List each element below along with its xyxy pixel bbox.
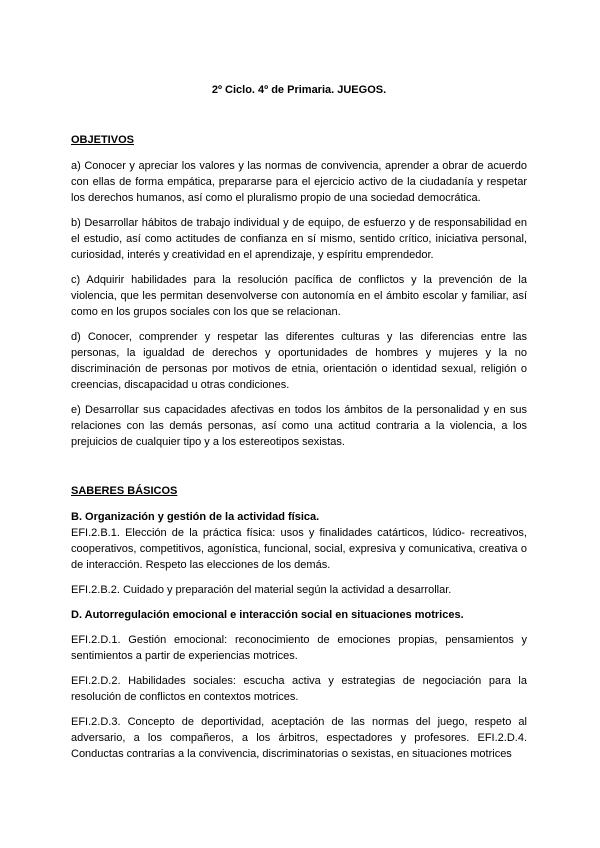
objetivo-a: a) Conocer y apreciar los valores y las normas de convivencia, aprender a obrar de acuerdo con ellas de forma empática, prepararse para el ejercicio activo de la ciudadanía y respetar los derechos humanos, así como el pluralismo propio de una sociedad democrática. <box>71 160 527 204</box>
efi-2-d-2: EFI.2.D.2. Habilidades sociales: escucha activa y estrategias de negociación para la resolución de conflictos en contextos motrices. <box>71 675 527 703</box>
efi-2-d-3: EFI.2.D.3. Concepto de deportividad, aceptación de las normas del juego, respeto al adversario, a los compañeros, a los árbitros, espectadores y profesores. EFI.2.D.4. Conductas contrarias a la convivencia, discriminatorias o sexistas, en situaciones motrices <box>71 716 527 760</box>
objetivo-b: b) Desarrollar hábitos de trabajo individual y de equipo, de esfuerzo y de responsabilidad en el estudio, así como actitudes de confianza en sí mismo, sentido crítico, iniciativa personal, curiosidad, interés y creatividad en el aprendizaje, y espíritu emprendedor. <box>71 217 527 261</box>
efi-2-b-1: EFI.2.B.1. Elección de la práctica física: usos y finalidades catárticos, lúdico- recreativos, cooperativos, competitivos, agonística, funcional, social, expresiva y comunicativa, creativa o de interacción. Respeto las elecciones de los demás. <box>71 527 527 571</box>
efi-2-d-1: EFI.2.D.1. Gestión emocional: reconocimiento de emociones propias, pensamientos y sentimientos a partir de experiencias motrices. <box>71 634 527 662</box>
objetivos-list <box>71 158 527 450</box>
saberes-heading: SABERES BÁSICOS <box>71 485 178 497</box>
document-page <box>71 82 527 771</box>
objetivo-c: c) Adquirir habilidades para la resolución pacífica de conflictos y la prevención de la violencia, que les permitan desenvolverse con autonomía en el ámbito escolar y familiar, así como en los grupos sociales con los que se relacionan. <box>71 274 527 318</box>
efi-2-b-2: EFI.2.B.2. Cuidado y preparación del material según la actividad a desarrollar. <box>71 584 452 596</box>
objetivos-heading: OBJETIVOS <box>71 134 134 146</box>
block-b-heading: B. Organización y gestión de la actividad física. <box>71 511 320 523</box>
saberes-block-d <box>71 607 527 762</box>
page-title: 2º Ciclo. 4º de Primaria. JUEGOS. <box>211 84 387 96</box>
objetivo-d: d) Conocer, comprender y respetar las diferentes culturas y las diferencias entre las personas, la igualdad de derechos y oportunidades de hombres y mujeres y la no discriminación de personas por motivos de etnia, orientación o identidad sexual, religión o creencias, discapacidad u otras condiciones. <box>71 331 527 391</box>
saberes-block-b <box>71 509 527 598</box>
objetivo-e: e) Desarrollar sus capacidades afectivas en todos los ámbitos de la personalidad y en sus relaciones con las demás personas, así como una actitud contraria a la violencia, a los prejuicios de cualquier tipo y a los estereotipos sexistas. <box>71 404 527 448</box>
block-d-heading: D. Autorregulación emocional e interacción social en situaciones motrices. <box>71 609 464 621</box>
